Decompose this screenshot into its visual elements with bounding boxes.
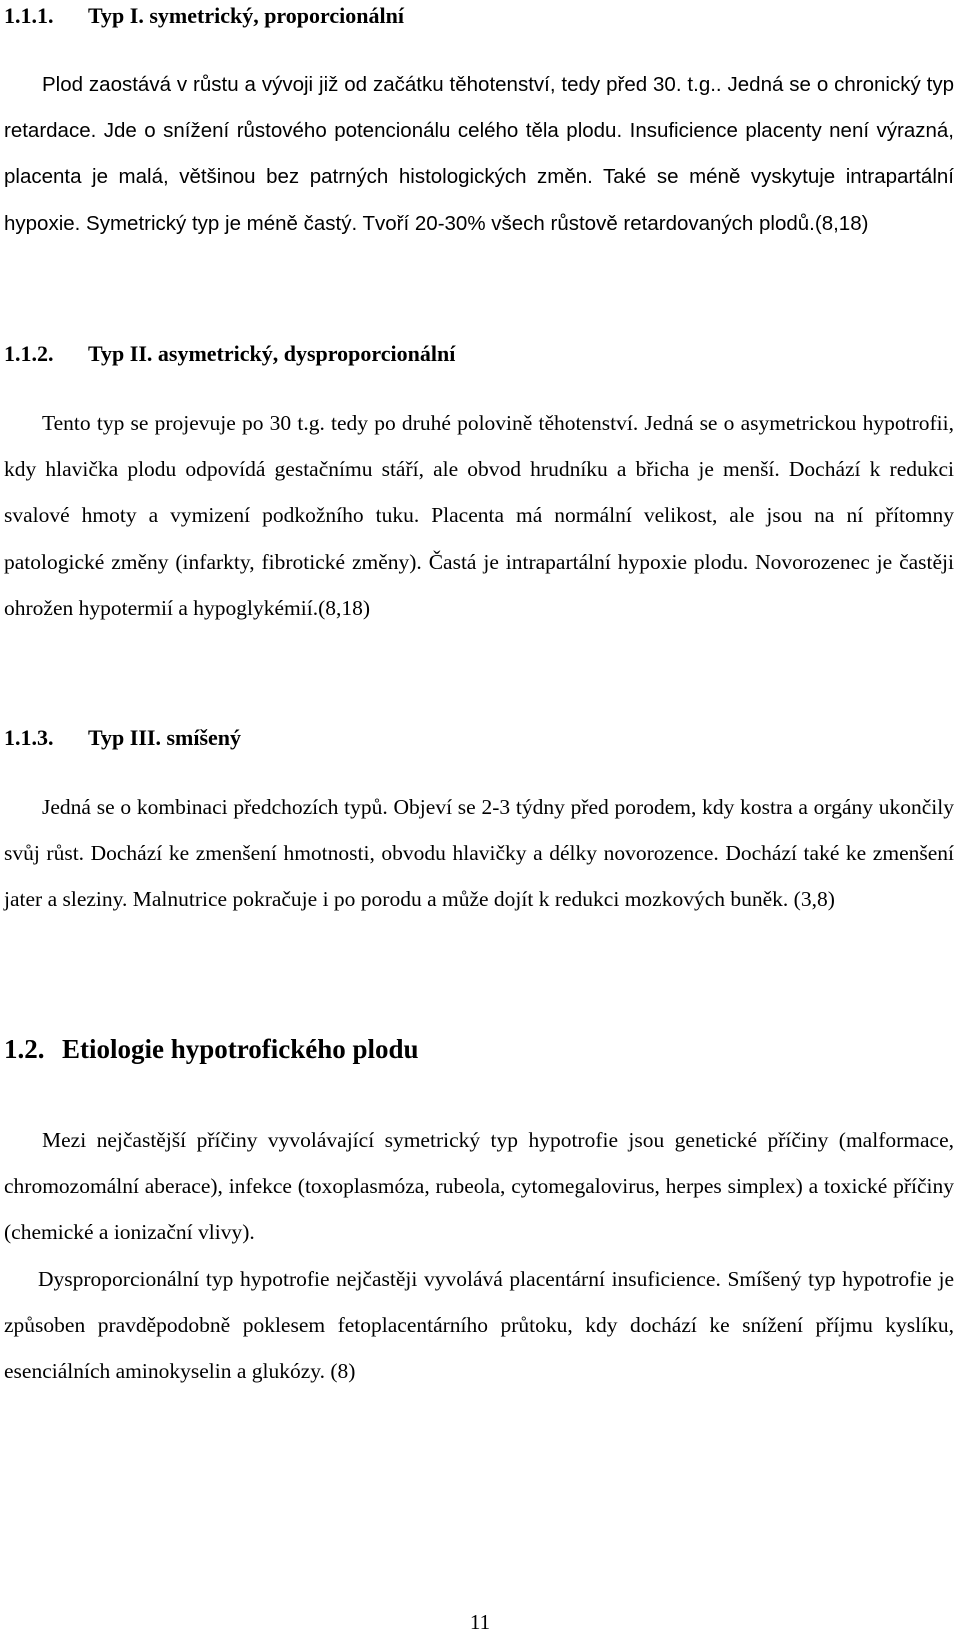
chapter-heading-1-2	[4, 1033, 419, 1065]
section-number: 1.1.1.	[4, 3, 54, 28]
page-number: 11	[469, 1610, 491, 1634]
chapter-number: 1.2.	[4, 1034, 45, 1064]
section-heading-1-1-2	[4, 340, 455, 368]
section-title: Typ III. smíšený	[88, 725, 242, 750]
chapter-paragraph-1: Mezi nejčastější příčiny vyvolávající symetrický typ hypotrofie jsou genetické příčiny (malformace, chromozomální aberace), infekce (toxoplasmóza, rubeola, cytomegalovirus, herpes simplex) a toxické příčiny (chemické a ionizační vlivy).	[4, 1128, 954, 1245]
section-heading-1-1-3	[4, 724, 241, 752]
chapter-paragraph-2: Dysproporcionální typ hypotrofie nejčastěji vyvolává placentární insuficience. Smíšený typ hypotrofie je způsoben pravděpodobně poklesem fetoplacentárního průtoku, kdy dochází ke snížení příjmu kyslíku, esenciálních aminokyselin a glukózy. (8)	[4, 1267, 954, 1384]
section-title: Typ I. symetrický, proporcionální	[88, 3, 404, 28]
section-heading-1-1-1	[4, 2, 404, 30]
section-paragraph-1-1-1: Plod zaostává v růstu a vývoji již od začátku těhotenství, tedy před 30. t.g.. Jedná se o chronický typ retardace. Jde o snížení růstového potencionálu celého těla plodu. Insuficience placenty není výrazná, placenta je malá, většinou bez patrných histologických změn. Také se méně vyskytuje intrapartální hypoxie. Symetrický typ je méně častý. Tvoří 20-30% všech růstově retardovaných plodů.(8,18)	[4, 73, 954, 235]
chapter-title: Etiologie hypotrofického plodu	[62, 1034, 419, 1064]
section-paragraph-1-1-2: Tento typ se projevuje po 30 t.g. tedy po druhé polovině těhotenství. Jedná se o asymetrickou hypotrofii, kdy hlavička plodu odpovídá gestačnímu stáří, ale obvod hrudníku a břicha je menší. Dochází k redukci svalové hmoty a vymizení podkožního tuku. Placenta má normální velikost, ale jsou na ní přítomny patologické změny (infarkty, fibrotické změny). Častá je intrapartální hypoxie plodu. Novorozenec je častěji ohrožen hypotermií a hypoglykémií.(8,18)	[4, 411, 954, 620]
section-number: 1.1.3.	[4, 725, 54, 750]
section-title: Typ II. asymetrický, dysproporcionální	[88, 341, 456, 366]
section-paragraph-1-1-3: Jedná se o kombinaci předchozích typů. Objeví se 2-3 týdny před porodem, kdy kostra a orgány ukončily svůj růst. Dochází ke zmenšení hmotnosti, obvodu hlavičky a délky novorozence. Dochází také ke zmenšení jater a sleziny. Malnutrice pokračuje i po porodu a může dojít k redukci mozkových buněk. (3,8)	[4, 795, 954, 912]
section-number: 1.1.2.	[4, 341, 54, 366]
